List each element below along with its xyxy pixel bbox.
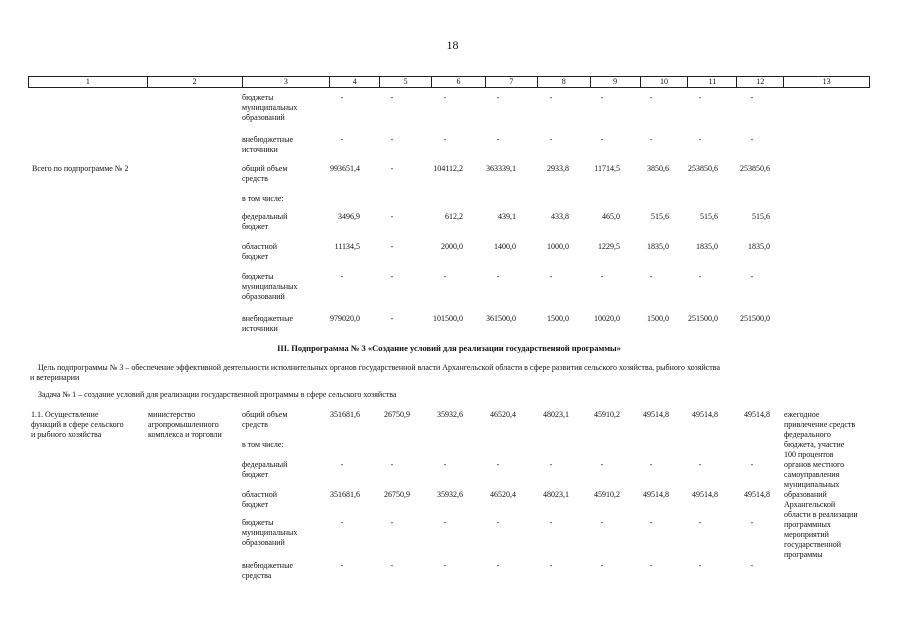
column-number-2: 2 <box>148 77 243 87</box>
value-cell: - <box>390 272 394 281</box>
row-label: образований <box>242 538 285 547</box>
column-number-1: 1 <box>29 77 148 87</box>
value-cell: - <box>549 135 553 144</box>
value-cell: - <box>649 93 653 102</box>
expected-result: федерального <box>784 430 831 439</box>
value-cell: 1500,0 <box>647 314 669 323</box>
value-cell: 46520,4 <box>490 490 516 499</box>
value-cell: 253850,6 <box>740 164 770 173</box>
value-cell: - <box>496 135 500 144</box>
value-cell: - <box>390 518 394 527</box>
value-cell: - <box>750 135 754 144</box>
value-cell: - <box>390 135 394 144</box>
value-cell: - <box>443 518 447 527</box>
value-cell: 104112,2 <box>433 164 463 173</box>
value-cell: 253850,6 <box>688 164 718 173</box>
column-number-13: 13 <box>822 77 831 86</box>
row-label: муниципальных <box>242 282 298 291</box>
value-cell: 49514,8 <box>692 490 718 499</box>
row-label: в том числе: <box>242 194 284 203</box>
value-cell: 26750,9 <box>384 410 410 419</box>
value-cell: 26750,9 <box>384 490 410 499</box>
row-label: областной <box>242 242 278 251</box>
goal-text-line1: Цель подпрограммы № 3 – обеспечение эффективной деятельности исполнительных органов государственной власти Архангельской области в сфере развития сельского хозяйства, рыбного хозяйства <box>38 363 721 372</box>
expected-result: образований <box>784 490 827 499</box>
column-number-8: 8 <box>538 77 591 87</box>
value-cell: 1000,0 <box>547 242 569 251</box>
row-label: внебюджетные <box>242 561 293 570</box>
value-cell: - <box>496 518 500 527</box>
value-cell: 1229,5 <box>598 242 620 251</box>
value-cell: 48023,1 <box>543 410 569 419</box>
value-cell: - <box>443 561 447 570</box>
value-cell: - <box>649 460 653 469</box>
value-cell: - <box>443 460 447 469</box>
value-cell: - <box>390 460 394 469</box>
value-cell: - <box>698 272 702 281</box>
row-label: внебюджетные <box>242 314 293 323</box>
value-cell: 11134,5 <box>334 242 360 251</box>
value-cell: 351681,6 <box>330 410 360 419</box>
value-cell: - <box>600 561 604 570</box>
value-cell: 1500,0 <box>547 314 569 323</box>
column-number-header <box>28 76 870 88</box>
value-cell: - <box>750 518 754 527</box>
expected-result: мероприятий <box>784 530 829 539</box>
value-cell: - <box>443 135 447 144</box>
value-cell: 49514,8 <box>744 490 770 499</box>
value-cell: 515,6 <box>700 212 718 221</box>
value-cell: 11714,5 <box>594 164 620 173</box>
value-cell: - <box>600 460 604 469</box>
value-cell: 3850,6 <box>647 164 669 173</box>
row-label: общий объем <box>242 410 288 419</box>
row-label: бюджет <box>242 470 269 479</box>
row-label: федеральный <box>242 212 288 221</box>
value-cell: 251500,0 <box>740 314 770 323</box>
expected-result: Архангельской <box>784 500 836 509</box>
column-number-10: 10 <box>641 77 689 87</box>
column-number-6: 6 <box>432 77 486 87</box>
expected-result: государственной <box>784 540 842 549</box>
value-cell: - <box>443 272 447 281</box>
value-cell: 363339,1 <box>486 164 516 173</box>
value-cell: - <box>600 93 604 102</box>
row-label: источники <box>242 145 278 154</box>
column-number-12: 12 <box>737 77 784 87</box>
value-cell: 45910,2 <box>594 410 620 419</box>
row-label: муниципальных <box>242 528 298 537</box>
value-cell: - <box>390 242 394 251</box>
activity-name: 1.1. Осуществление <box>31 410 99 419</box>
value-cell: 1400,0 <box>494 242 516 251</box>
value-cell: 101500,0 <box>433 314 463 323</box>
value-cell: - <box>649 518 653 527</box>
value-cell: - <box>600 518 604 527</box>
value-cell: - <box>649 561 653 570</box>
value-cell: 1835,0 <box>647 242 669 251</box>
executor-name: министерство <box>148 410 196 419</box>
column-number-11: 11 <box>688 77 737 87</box>
value-cell: 49514,8 <box>643 410 669 419</box>
task-text: Задача № 1 – создание условий для реализации государственной программы в сфере сельского хозяйства <box>38 390 397 399</box>
subprogram2-total-label: Всего по подпрограмме № 2 <box>32 164 129 173</box>
value-cell: 465,0 <box>602 212 620 221</box>
expected-result: привлечение средств <box>784 420 856 429</box>
value-cell: - <box>600 272 604 281</box>
value-cell: - <box>600 135 604 144</box>
value-cell: - <box>496 272 500 281</box>
value-cell: - <box>390 314 394 323</box>
row-label: областной <box>242 490 278 499</box>
value-cell: - <box>698 561 702 570</box>
row-label: бюджет <box>242 500 269 509</box>
row-label: бюджет <box>242 252 269 261</box>
value-cell: 49514,8 <box>643 490 669 499</box>
value-cell: - <box>698 518 702 527</box>
value-cell: 1835,0 <box>696 242 718 251</box>
expected-result: самоуправления <box>784 470 840 479</box>
value-cell: 49514,8 <box>692 410 718 419</box>
value-cell: 3496,9 <box>338 212 360 221</box>
value-cell: 433,8 <box>551 212 569 221</box>
value-cell: 351681,6 <box>330 490 360 499</box>
value-cell: - <box>340 135 344 144</box>
goal-text-line2: и ветеринарии <box>30 373 80 382</box>
value-cell: - <box>549 93 553 102</box>
value-cell: - <box>698 460 702 469</box>
value-cell: - <box>549 518 553 527</box>
expected-result: области в реализации <box>784 510 858 519</box>
value-cell: 48023,1 <box>543 490 569 499</box>
row-label: в том числе: <box>242 440 284 449</box>
value-cell: 1835,0 <box>748 242 770 251</box>
value-cell: - <box>390 212 394 221</box>
activity-name: функций в сфере сельского <box>31 420 124 429</box>
value-cell: 612,2 <box>445 212 463 221</box>
value-cell: 49514,8 <box>744 410 770 419</box>
expected-result: программных <box>784 520 831 529</box>
value-cell: - <box>340 93 344 102</box>
activity-name: и рыбного хозяйства <box>31 430 102 439</box>
row-label: внебюджетные <box>242 135 293 144</box>
value-cell: 2933,8 <box>547 164 569 173</box>
value-cell: - <box>549 272 553 281</box>
value-cell: 2000,0 <box>441 242 463 251</box>
value-cell: - <box>390 561 394 570</box>
expected-result: муниципальных <box>784 480 840 489</box>
value-cell: - <box>750 460 754 469</box>
column-number-5: 5 <box>380 77 432 87</box>
value-cell: - <box>549 561 553 570</box>
value-cell: - <box>390 164 394 173</box>
value-cell: - <box>340 518 344 527</box>
value-cell: - <box>750 561 754 570</box>
value-cell: 515,6 <box>651 212 669 221</box>
value-cell: 10020,0 <box>594 314 620 323</box>
section-heading: III. Подпрограмма № 3 «Создание условий для реализации государственной программы» <box>277 343 621 353</box>
row-label: федеральный <box>242 460 288 469</box>
column-number-3: 3 <box>243 77 331 87</box>
value-cell: - <box>390 93 394 102</box>
row-label: источники <box>242 324 278 333</box>
value-cell: - <box>698 93 702 102</box>
row-label: муниципальных <box>242 103 298 112</box>
row-label: бюджет <box>242 222 269 231</box>
value-cell: 361500,0 <box>486 314 516 323</box>
expected-result: органов местного <box>784 460 845 469</box>
row-label: образований <box>242 292 285 301</box>
value-cell: - <box>698 135 702 144</box>
value-cell: 35932,6 <box>437 410 463 419</box>
value-cell: - <box>496 460 500 469</box>
row-label: бюджеты <box>242 272 274 281</box>
value-cell: - <box>649 272 653 281</box>
value-cell: - <box>340 272 344 281</box>
value-cell: - <box>549 460 553 469</box>
value-cell: 46520,4 <box>490 410 516 419</box>
value-cell: 993651,4 <box>330 164 360 173</box>
value-cell: - <box>340 460 344 469</box>
value-cell: - <box>496 561 500 570</box>
row-label: образований <box>242 113 285 122</box>
value-cell: - <box>649 135 653 144</box>
value-cell: 251500,0 <box>688 314 718 323</box>
column-number-9: 9 <box>591 77 641 87</box>
value-cell: - <box>340 561 344 570</box>
row-label: средств <box>242 174 268 183</box>
expected-result: бюджета, участие <box>784 440 845 449</box>
expected-result: программы <box>784 550 823 559</box>
value-cell: - <box>496 93 500 102</box>
value-cell: 35932,6 <box>437 490 463 499</box>
value-cell: - <box>443 93 447 102</box>
column-number-4: 4 <box>330 77 380 87</box>
value-cell: - <box>750 93 754 102</box>
row-label: общий объем <box>242 164 288 173</box>
value-cell: 45910,2 <box>594 490 620 499</box>
expected-result: ежегодное <box>784 410 820 419</box>
value-cell: 979020,0 <box>330 314 360 323</box>
executor-name: агропромышленного <box>148 420 219 429</box>
value-cell: 439,1 <box>498 212 516 221</box>
executor-name: комплекса и торговли <box>148 430 222 439</box>
expected-result: 100 процентов <box>784 450 834 459</box>
row-label: средства <box>242 571 272 580</box>
value-cell: - <box>750 272 754 281</box>
row-label: средств <box>242 420 268 429</box>
row-label: бюджеты <box>242 93 274 102</box>
page-number: 18 <box>446 38 459 52</box>
value-cell: 515,6 <box>752 212 770 221</box>
row-label: бюджеты <box>242 518 274 527</box>
column-number-7: 7 <box>486 77 538 87</box>
